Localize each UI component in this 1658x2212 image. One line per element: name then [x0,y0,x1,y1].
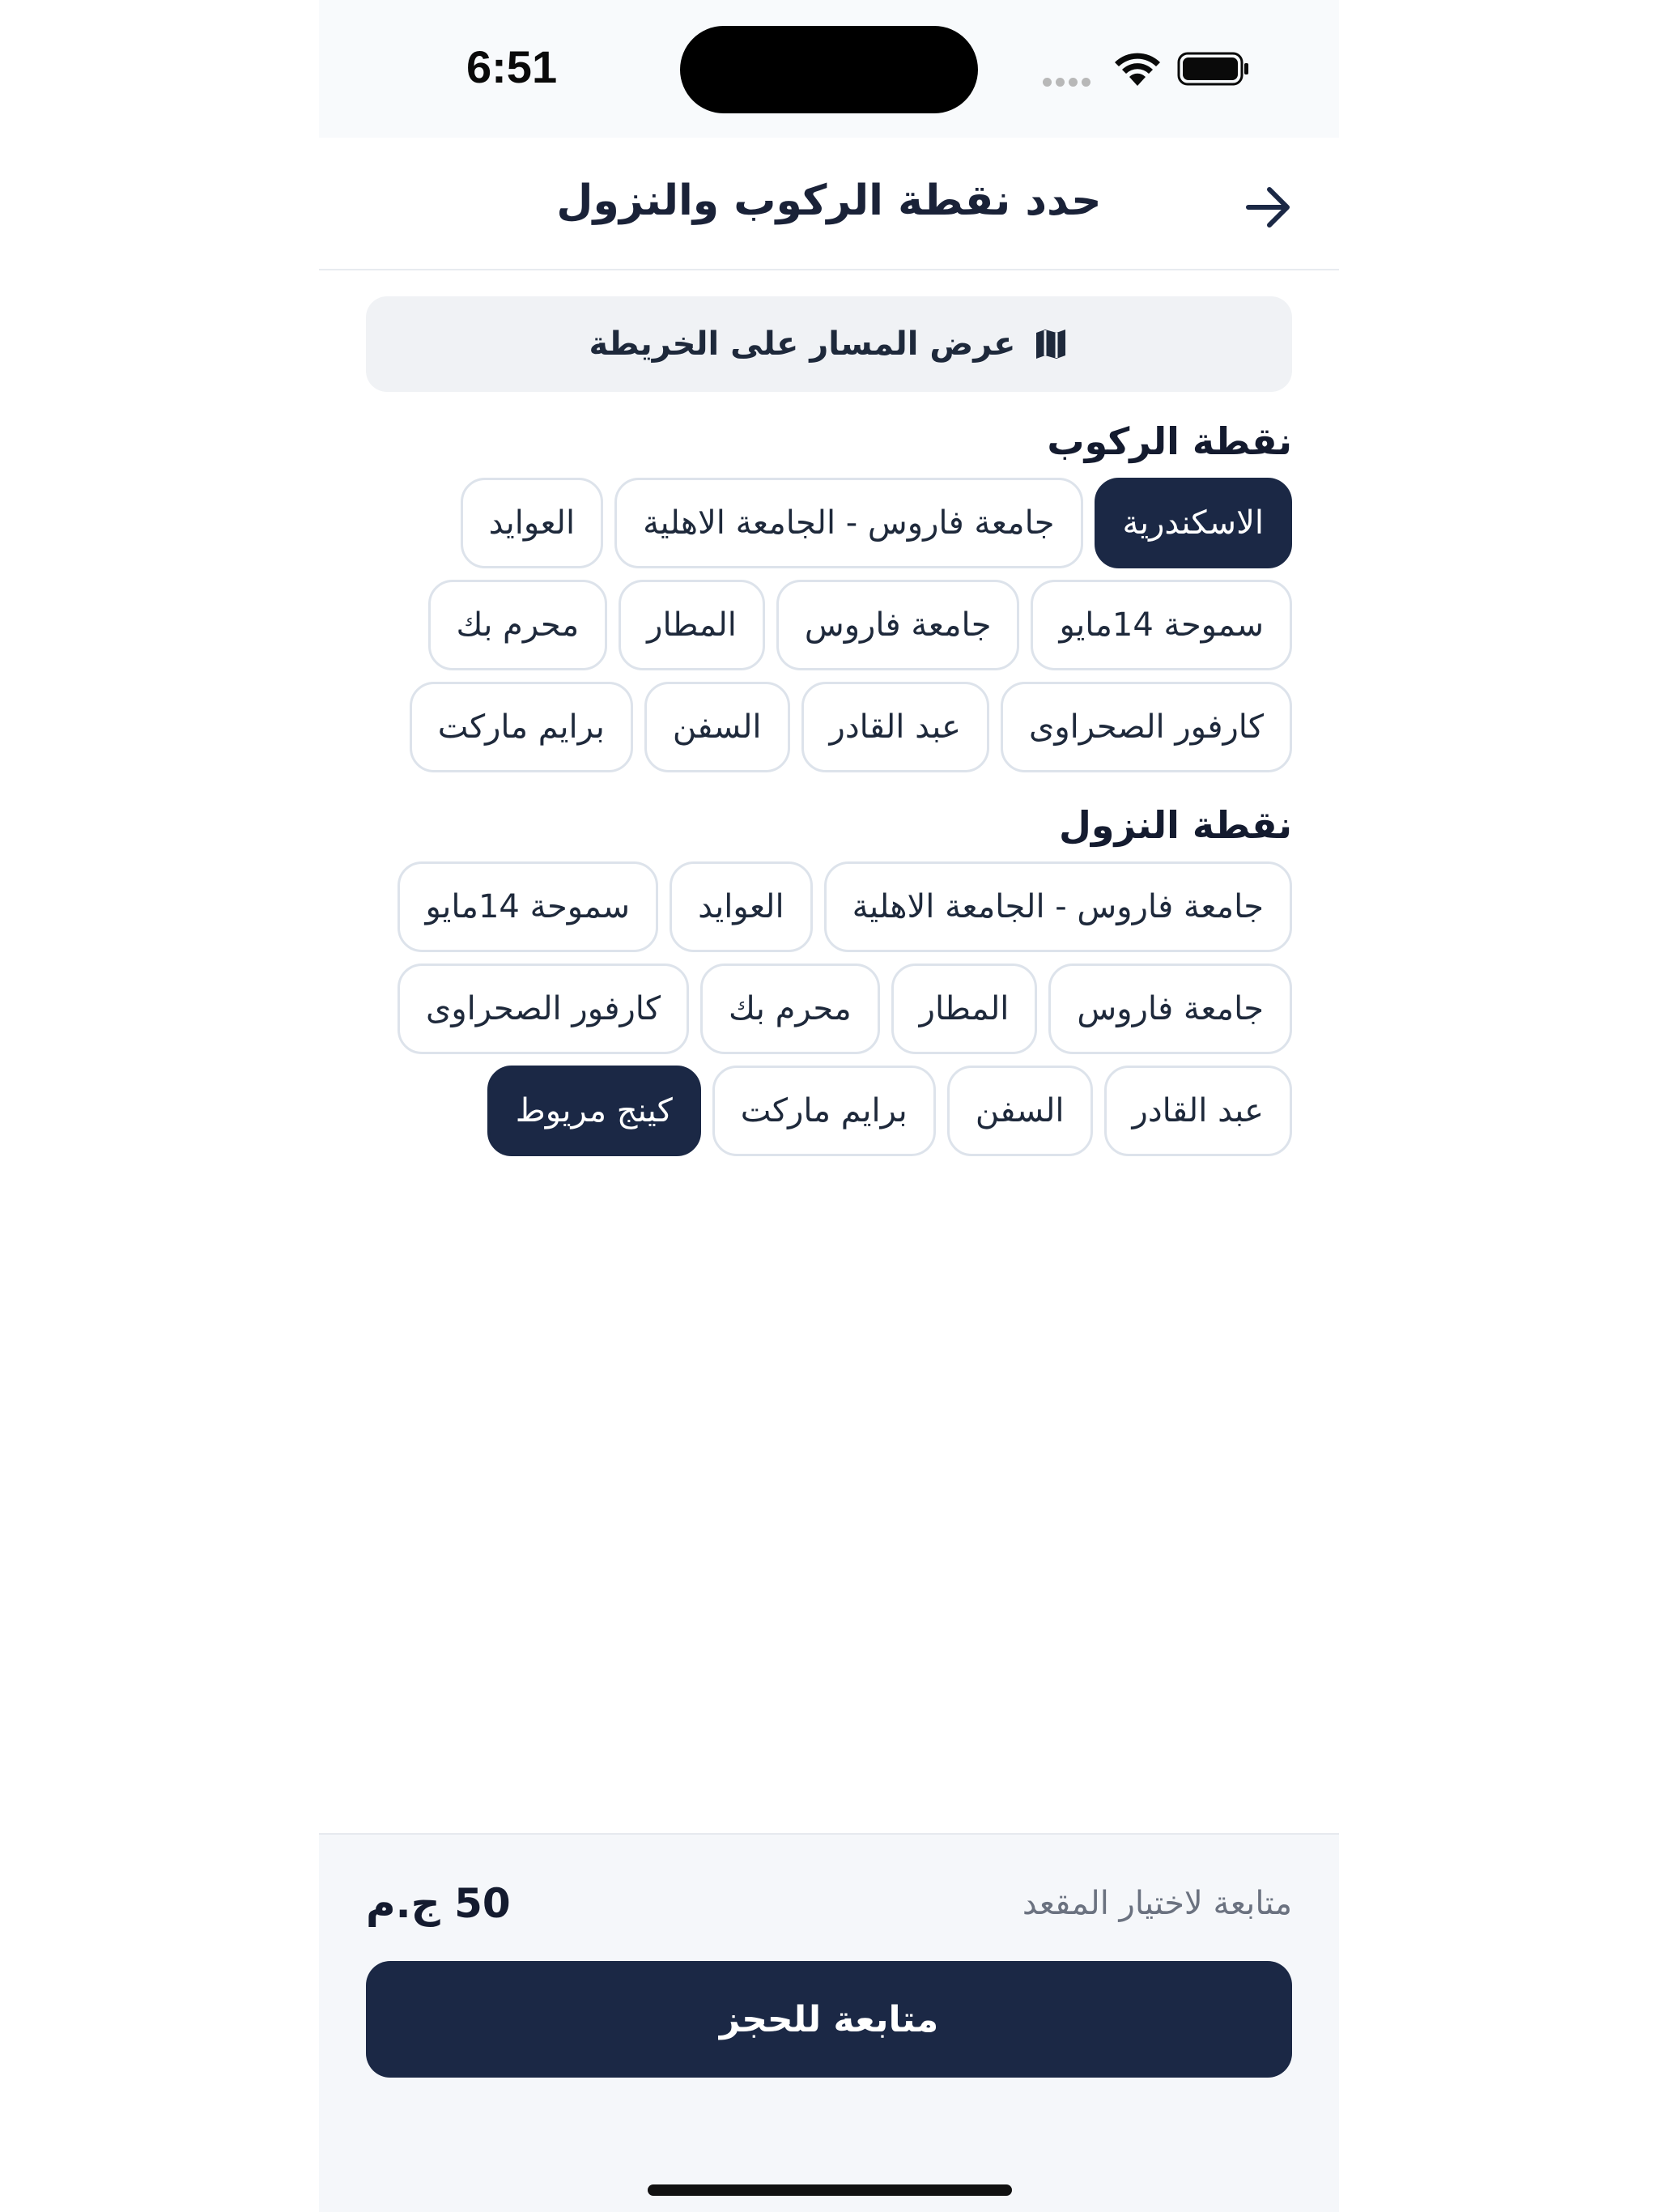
dynamic-island [680,26,978,113]
bottom-panel [319,1833,1339,2212]
pickup-chip[interactable]: محرم بك [428,580,608,670]
pickup-chip[interactable]: العوايد [461,478,604,568]
pickup-chip[interactable]: المطار [619,580,765,670]
map-icon [1033,328,1069,360]
dropoff-chip[interactable]: العوايد [670,861,813,952]
map-button-label: عرض المسار على الخريطة [589,325,1016,363]
cellular-signal-icon [1043,74,1095,90]
pickup-chip[interactable]: كارفور الصحراوى [1001,682,1292,772]
pickup-chip[interactable]: السفن [644,682,790,772]
status-time: 6:51 [466,41,558,92]
pickup-chip[interactable]: جامعة فاروس - الجامعة الاهلية [614,478,1082,568]
dropoff-chip[interactable]: برايم ماركت [712,1066,936,1156]
dropoff-chip[interactable]: كينج مريوط [487,1066,701,1156]
arrow-right-icon[interactable] [1244,183,1292,232]
pickup-chip[interactable]: جامعة فاروس [776,580,1020,670]
home-indicator [648,2184,1012,2196]
dropoff-section [366,803,1292,1156]
main-content [319,270,1339,1833]
phone-screen [319,0,1339,2212]
pickup-chip[interactable]: برايم ماركت [410,682,633,772]
battery-icon [1177,52,1250,86]
dropoff-chip[interactable]: محرم بك [700,963,880,1054]
dropoff-chip[interactable]: المطار [891,963,1038,1054]
pickup-chip[interactable]: عبد القادر [801,682,990,772]
status-bar [319,0,1339,138]
header [319,138,1339,270]
pickup-chip[interactable]: الاسكندرية [1095,478,1293,568]
page-title: حدد نقطة الركوب والنزول [556,177,1102,225]
show-route-on-map-button[interactable] [366,296,1292,392]
dropoff-chip[interactable]: جامعة فاروس - الجامعة الاهلية [824,861,1292,952]
dropoff-chip[interactable]: جامعة فاروس [1048,963,1292,1054]
pickup-chips [366,478,1292,772]
wifi-icon [1112,50,1163,87]
dropoff-chip[interactable]: كارفور الصحراوى [397,963,689,1054]
dropoff-chips [366,861,1292,1156]
pickup-title: نقطة الركوب [1047,419,1292,463]
pickup-section [366,419,1292,772]
seat-selection-hint: متابعة لاختيار المقعد [1022,1885,1292,1922]
dropoff-chip[interactable]: عبد القادر [1104,1066,1293,1156]
pickup-chip[interactable]: سموحة 14مايو [1031,580,1292,670]
dropoff-title: نقطة النزول [1058,803,1292,847]
dropoff-chip[interactable]: سموحة 14مايو [397,861,659,952]
dropoff-chip[interactable]: السفن [947,1066,1093,1156]
price-label: 50 ج.م [366,1880,511,1927]
continue-booking-button[interactable]: متابعة للحجز [366,1961,1292,2078]
